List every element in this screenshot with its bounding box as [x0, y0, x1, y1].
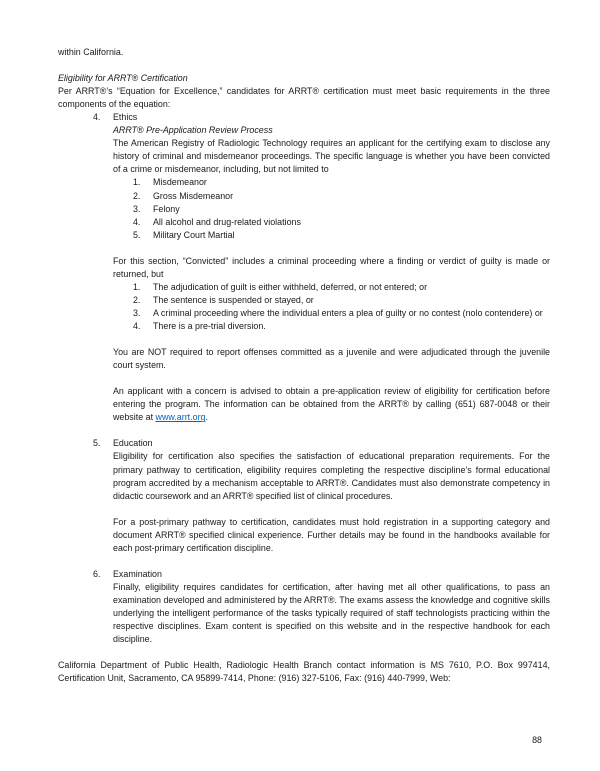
page-content: [58, 46, 550, 685]
arrt-website-link[interactable]: www.arrt.org: [155, 412, 206, 423]
spacer: [58, 646, 550, 659]
spacer: [113, 503, 550, 516]
ethics-paragraph-4-tail: .: [205, 412, 208, 423]
ethics-subheading: ARRT® Pre-Application Review Process: [113, 125, 273, 136]
closing-paragraph: California Department of Public Health, Radiologic Health Branch contact information is MS 7610, P.O. Box 997414, Certification Unit, Sacramento, CA 95899-7414, Phone: (916) 327-5106, Fax: (916) 440-7999, Web:: [58, 660, 550, 684]
continued-line: within California.: [58, 47, 124, 57]
list-item-number: 2.: [133, 294, 141, 305]
list-item-label: All alcohol and drug-related violations: [153, 216, 301, 227]
spacer: [58, 59, 550, 72]
list-item-label: The adjudication of guilt is either withheld, deferred, or not entered; or: [153, 281, 428, 292]
spacer: [58, 555, 550, 568]
list-item-number: 6.: [93, 568, 101, 579]
ethics-paragraph-4-text: An applicant with a concern is advised to obtain a pre-application review of eligibility for certification before entering the program. The information can be obtained from the ARRT® by calling (651) 687-0048 or their website at: [113, 386, 550, 423]
list-item: [58, 229, 550, 242]
list-item: [58, 281, 550, 294]
page-number: 88: [532, 735, 542, 745]
ethics-paragraph-1: The American Registry of Radiologic Technology requires an applicant for the certifying exam to disclose any history of criminal and misdemeanor proceedings. The specific language is whether you have been convicted of a crime or misdemeanor, including, but not limited to: [113, 138, 550, 175]
ethics-paragraph-2: For this section, “Convicted” includes a criminal proceeding where a finding or verdict of guilty is made or returned, but: [113, 255, 550, 279]
list-item-label: Gross Misdemeanor: [153, 190, 234, 201]
list-item-number: 1.: [133, 177, 141, 188]
list-item-number: 3.: [133, 203, 141, 214]
list-item-education: [58, 437, 550, 450]
list-item-label: Misdemeanor: [153, 177, 207, 188]
list-item-label: A criminal proceeding where the individual enters a plea of guilty or no contest (nolo contendere) or: [153, 307, 543, 318]
list-item: [58, 203, 550, 216]
education-paragraph-2: For a post-primary pathway to certification, candidates must hold registration in a supporting category and document ARRT® specified clinical experience. Further details may be found in the handbooks available for each post-primary certification discipline.: [113, 516, 550, 553]
education-paragraph-1: Eligibility for certification also specifies the satisfaction of educational preparation requirements. For the primary pathway to certification, eligibility requires completing the respective discipline’s formal educational program accredited by a mechanism acceptable to ARRT®. Candidates must also demonstrate competency in didactic coursework and an ARRT® specified list of clinical procedures.: [113, 451, 550, 501]
ethics-body-3: [58, 346, 550, 424]
spacer: [113, 372, 550, 385]
list-item-number: 5.: [133, 229, 141, 240]
list-item: [58, 307, 550, 320]
list-item: [58, 176, 550, 189]
section-heading: Eligibility for ARRT® Certification: [58, 73, 188, 84]
list-item-title: Examination: [113, 568, 162, 579]
intro-paragraph: Per ARRT®’s “Equation for Excellence,” candidates for ARRT® certification must meet basic requirements in the three components of the equation:: [58, 86, 550, 110]
list-item-number: 4.: [133, 216, 141, 227]
ethics-paragraph-3: You are NOT required to report offenses committed as a juvenile and were adjudicated through the juvenile court system.: [113, 347, 550, 371]
list-item: [58, 190, 550, 203]
spacer: [58, 333, 550, 346]
education-body: [58, 450, 550, 554]
list-item-number: 1.: [133, 281, 141, 292]
list-item-number: 3.: [133, 307, 141, 318]
list-item-title: Education: [113, 438, 153, 449]
list-item-label: Felony: [153, 203, 180, 214]
spacer: [58, 424, 550, 437]
list-item: [58, 294, 550, 307]
list-item-label: Military Court Martial: [153, 229, 235, 240]
ethics-body-2: [58, 255, 550, 281]
list-item-examination: [58, 568, 550, 581]
list-item-ethics: [58, 111, 550, 124]
ethics-paragraph-4: [113, 385, 550, 424]
list-item: [58, 320, 550, 333]
list-item-number: 4.: [133, 320, 141, 331]
examination-body: [58, 581, 550, 646]
examination-paragraph-1: Finally, eligibility requires candidates for certification, after having met all other qualifications, to pass an examination developed and administered by the ARRT®. The exams assess the knowledge and cognitive skills underlying the intelligent performance of the tasks typically required of staff technologists practicing within the respective disciplines. Exam content is specified on this website and in the respective handbook for each discipline.: [113, 581, 550, 645]
spacer: [58, 242, 550, 255]
list-item-label: There is a pre-trial diversion.: [153, 320, 266, 331]
list-item-number: 4.: [93, 112, 101, 123]
ethics-body: [58, 124, 550, 176]
list-item-label: The sentence is suspended or stayed, or: [153, 294, 314, 305]
list-item-number: 2.: [133, 190, 141, 201]
list-item-number: 5.: [93, 438, 101, 449]
list-item-title: Ethics: [113, 112, 138, 123]
list-item: [58, 216, 550, 229]
